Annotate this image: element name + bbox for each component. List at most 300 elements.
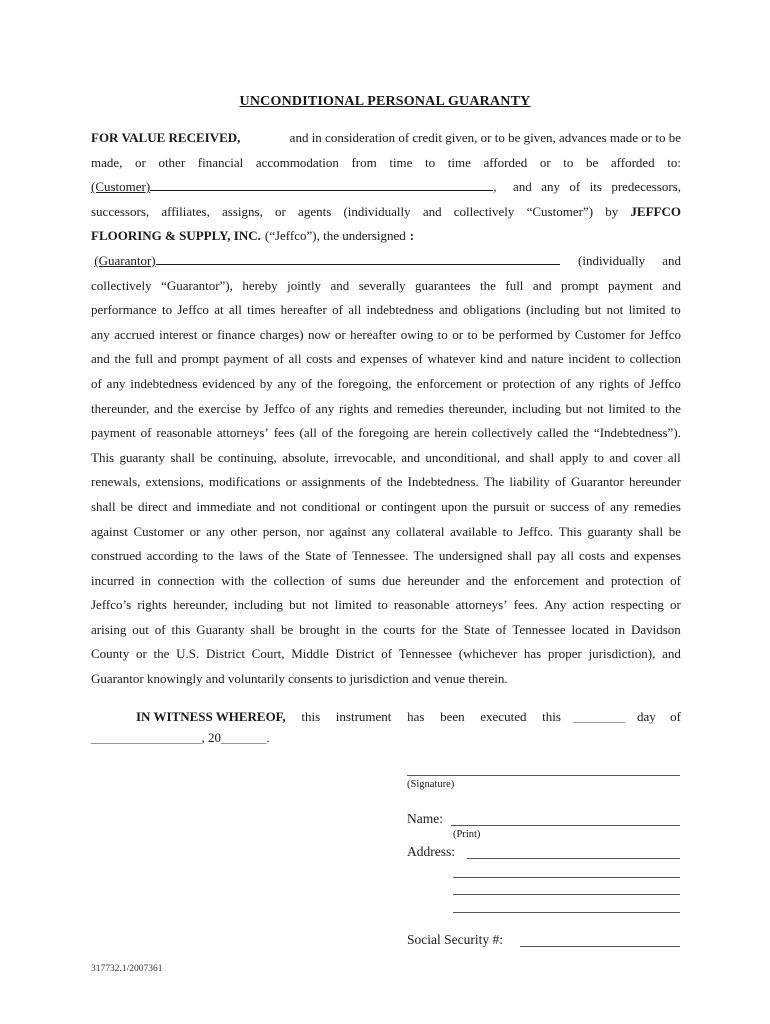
line-2-word: or <box>539 154 551 170</box>
body-word: Jeffco. <box>518 523 554 539</box>
day-of <box>637 706 681 727</box>
body-word: Jeffco <box>177 302 209 318</box>
body-word: of <box>370 474 382 490</box>
body-word: proper <box>547 646 582 662</box>
body-word: fees. <box>513 597 538 613</box>
body-word: full <box>505 277 524 293</box>
body-word: guarantees <box>415 277 471 293</box>
line-2-word: time <box>389 154 413 170</box>
body-word: be <box>120 498 133 514</box>
address-label: Address: <box>407 844 455 859</box>
colon: : <box>409 228 415 244</box>
body-word: (whichever <box>458 646 518 662</box>
body-word: or <box>669 597 681 613</box>
body-word: of <box>268 548 279 564</box>
body-word: action <box>572 597 605 613</box>
body-word: protection <box>502 375 556 391</box>
address-line-1[interactable] <box>467 858 680 859</box>
body-word: and <box>532 277 552 293</box>
body-word: accrued <box>114 326 155 342</box>
body-word: of <box>140 425 152 441</box>
body-word: for <box>420 621 437 637</box>
paragraph-body-line <box>91 593 681 618</box>
body-word: shall <box>170 449 195 465</box>
line-4-word: successors, <box>91 203 150 219</box>
body-word: any <box>575 375 595 391</box>
body-word: protection <box>610 572 664 588</box>
body-word: Middle <box>291 646 329 662</box>
company-name: FLOORING & SUPPLY, INC. <box>91 228 261 244</box>
body-word: Court, <box>251 646 285 662</box>
body-word: courts <box>383 621 416 637</box>
body-word: with <box>221 572 245 588</box>
body-word: the <box>396 375 413 391</box>
body-word: foregoing <box>358 425 409 441</box>
body-word: out <box>132 621 149 637</box>
body-word: in <box>345 621 356 637</box>
body-word: called <box>537 425 569 441</box>
body-word: by <box>245 400 259 416</box>
jeffco-definition: (“Jeffco”), the undersigned <box>264 228 406 244</box>
body-word: incident <box>568 351 611 367</box>
line-2-word: financial <box>197 154 244 170</box>
line-2-word: or <box>135 154 146 170</box>
body-word: of <box>331 572 343 588</box>
body-word: pursuit <box>493 498 530 514</box>
body-word: of <box>332 302 343 318</box>
body-word: Jeffco’s <box>91 597 132 613</box>
document-title: UNCONDITIONAL PERSONAL GUARANTY <box>239 94 531 109</box>
body-word: County <box>91 646 130 662</box>
document-footer-id: 317732.1/2007361 <box>91 964 163 974</box>
body-word: expenses <box>360 351 408 367</box>
body-word: shall <box>250 621 276 637</box>
body-word: of <box>633 375 645 391</box>
body-word: the <box>361 621 378 637</box>
witness-word: been <box>440 709 465 724</box>
body-word: attorneys’ <box>216 425 269 441</box>
body-word: but <box>565 400 583 416</box>
body-word: Guaranty <box>196 621 245 637</box>
line-3-word: its <box>589 179 602 195</box>
body-word: (including <box>526 302 580 318</box>
body-word: laws <box>239 548 263 564</box>
body-word: limited <box>334 597 372 613</box>
body-word: including <box>233 597 284 613</box>
body-word: to <box>670 302 681 318</box>
body-word: located <box>571 621 610 637</box>
body-word: the <box>480 277 496 293</box>
body-word: and <box>373 400 393 416</box>
body-word: of <box>381 646 393 662</box>
line-6-word: (individually <box>578 252 646 268</box>
body-word: contingent <box>381 498 437 514</box>
guaranty-paragraph <box>91 126 681 692</box>
paragraph-body-line <box>91 618 681 643</box>
body-word: or <box>486 375 498 391</box>
line-2-word: accommodation <box>255 154 339 170</box>
body-word: the <box>283 548 300 564</box>
body-word: of <box>495 621 507 637</box>
body-word: hereby <box>242 277 278 293</box>
line-6-word: and <box>662 252 681 268</box>
witness-word: this <box>542 709 561 724</box>
body-word: interest <box>159 326 198 342</box>
body-word: be <box>668 523 681 539</box>
witness-word: executed <box>480 709 527 724</box>
period: . <box>266 730 270 745</box>
body-word: the <box>573 425 590 441</box>
body-word: collection <box>629 351 681 367</box>
body-word: enforcement <box>513 572 579 588</box>
in-witness-whereof: IN WITNESS WHEREOF, <box>136 709 286 724</box>
line-4-word: “Customer”) <box>526 203 594 219</box>
customer-blank <box>150 175 493 191</box>
body-word: State <box>463 621 490 637</box>
body-word: and <box>336 351 356 367</box>
body-word: cover <box>633 449 663 465</box>
body-word: any <box>371 523 391 539</box>
day-blank[interactable]: ________ <box>573 709 625 724</box>
line-4-word: (individually <box>343 203 411 219</box>
line-2-word: from <box>351 154 377 170</box>
body-word: any <box>106 375 126 391</box>
paragraph-body-line <box>91 470 681 495</box>
body-word: The <box>483 474 505 490</box>
witness-word: this <box>301 709 321 724</box>
body-word: assignments <box>301 474 366 490</box>
body-word: the <box>386 474 403 490</box>
body-word: Tennessee <box>512 621 566 637</box>
line-4-word: assigns, <box>222 203 263 219</box>
year-blank[interactable]: _______ <box>221 730 267 745</box>
body-word: nor <box>306 523 324 539</box>
paragraph-body-line <box>91 397 681 422</box>
body-word: available <box>450 523 497 539</box>
body-word: (all <box>299 425 317 441</box>
body-word: charges) <box>259 326 304 342</box>
body-word: are <box>413 425 430 441</box>
body-word: the <box>664 400 681 416</box>
body-word: payment <box>91 425 136 441</box>
body-word: be <box>280 621 294 637</box>
body-word: of <box>272 351 284 367</box>
body-word: and <box>505 449 525 465</box>
line-6-rest <box>578 249 681 274</box>
body-word: including <box>511 400 561 416</box>
body-word: collectively <box>91 277 152 293</box>
body-word: Tennessee <box>398 646 452 662</box>
body-word: This <box>91 449 115 465</box>
body-word: to <box>614 351 625 367</box>
body-word: exercise <box>198 400 241 416</box>
body-word: performed <box>498 326 553 342</box>
body-word: of <box>555 474 566 490</box>
body-word: evidenced <box>202 375 255 391</box>
witness-line-1 <box>91 706 681 727</box>
body-word: or <box>365 498 377 514</box>
body-word: and <box>438 302 458 318</box>
body-word: now <box>308 326 331 342</box>
body-word: brought <box>299 621 340 637</box>
print-label: (Print) <box>453 829 481 840</box>
body-word: Jeffco <box>263 400 296 416</box>
body-word: to <box>161 302 173 318</box>
body-word: or <box>334 326 346 342</box>
body-word: indebtedness <box>366 302 434 318</box>
body-word: sums <box>348 572 376 588</box>
body-word: This <box>558 523 582 539</box>
line-4-word: affiliates, <box>161 203 210 219</box>
body-word: any <box>315 400 335 416</box>
body-word: Davidson <box>630 621 681 637</box>
body-word: any <box>610 498 629 514</box>
line-3-rest <box>513 175 681 200</box>
body-word: the <box>153 646 170 662</box>
body-word: State <box>304 548 331 564</box>
line-4-word: by <box>605 203 619 219</box>
body-word: Indebtedness. <box>407 474 479 490</box>
body-word: limited <box>608 400 646 416</box>
body-word: and <box>91 351 110 367</box>
body-word: or <box>136 646 147 662</box>
body-word: unconditional, <box>425 449 501 465</box>
paragraph-body-line <box>91 642 681 667</box>
line-3-word: predecessors, <box>611 179 681 195</box>
body-word: all <box>560 548 574 564</box>
body-word: liability <box>509 474 550 490</box>
ssn-label: Social Security #: <box>407 932 503 947</box>
paragraph-body-lines <box>91 274 681 668</box>
body-word: the <box>337 425 354 441</box>
body-word: all <box>348 302 362 318</box>
body-word: shall <box>529 449 555 465</box>
body-word: collectively <box>471 425 533 441</box>
body-word: payment <box>608 277 653 293</box>
body-word: herein <box>434 425 467 441</box>
body-word: shall <box>507 548 532 564</box>
paragraph-line-3 <box>91 175 681 200</box>
body-word: but <box>289 597 306 613</box>
body-word: indebtedness <box>130 375 198 391</box>
body-word: continuing, <box>217 449 277 465</box>
body-word: the <box>218 548 235 564</box>
body-word: the <box>316 375 333 391</box>
body-word: Jeffco <box>649 326 681 342</box>
body-word: U.S. <box>176 646 200 662</box>
line-3-word: any <box>541 179 560 195</box>
last-line-text: Guarantor knowingly and voluntarily consents to jurisdiction and venue therein. <box>91 671 508 687</box>
body-word: not <box>606 302 624 318</box>
body-word: against <box>329 523 367 539</box>
body-word: “Indebtedness”). <box>593 425 681 441</box>
body-word: limited <box>628 302 666 318</box>
body-word: prompt <box>561 277 599 293</box>
line-2-word: made, <box>91 154 123 170</box>
line-4-word: or <box>275 203 286 219</box>
paragraph-body-line <box>91 274 681 299</box>
line-2-word: other <box>158 154 186 170</box>
body-word: and <box>157 351 177 367</box>
body-word: collection <box>273 572 325 588</box>
line-1-text: and in consideration of credit given, or to be given, advances made or to be <box>289 130 681 145</box>
address-line-3[interactable] <box>453 894 680 895</box>
guarantor-field[interactable] <box>91 249 560 274</box>
paragraph-line-5 <box>91 224 681 249</box>
body-word: all <box>667 449 681 465</box>
body-word: and <box>330 277 350 293</box>
body-word: whatever <box>427 351 476 367</box>
signature-line[interactable] <box>407 775 680 776</box>
body-word: due <box>382 572 401 588</box>
witness-word: instrument <box>335 709 392 724</box>
body-word: attorneys’ <box>455 597 508 613</box>
body-word: construed <box>91 548 142 564</box>
paragraph-body-line <box>91 569 681 594</box>
body-word: but <box>584 302 602 318</box>
body-word: shall <box>638 523 664 539</box>
body-word: of <box>559 375 571 391</box>
paragraph-line-6 <box>91 249 681 274</box>
witness-word: has <box>407 709 425 724</box>
body-word: full <box>135 351 154 367</box>
body-word: in <box>614 621 626 637</box>
body-word: the <box>441 621 458 637</box>
body-word: rights <box>137 597 167 613</box>
address-line-4[interactable] <box>453 912 680 913</box>
body-word: be <box>482 326 495 342</box>
body-word: or <box>201 326 213 342</box>
body-word: enforcement <box>416 375 482 391</box>
name-line[interactable] <box>451 825 680 826</box>
body-word: to <box>502 523 513 539</box>
body-word: District <box>205 646 245 662</box>
address-line-2[interactable] <box>453 877 680 878</box>
body-word: the <box>472 498 489 514</box>
body-word: to <box>593 449 604 465</box>
body-word: obligations <box>462 302 521 318</box>
body-word: of <box>670 572 681 588</box>
body-word: hereafter <box>350 326 397 342</box>
name-label: Name: <box>407 811 443 826</box>
ssn-line[interactable] <box>520 946 680 947</box>
body-word: to <box>467 326 478 342</box>
jeffco-bold: JEFFCO <box>630 203 681 219</box>
body-word: at <box>214 302 224 318</box>
body-word: remedies <box>396 400 444 416</box>
body-word: and <box>172 498 192 514</box>
body-word: connection <box>157 572 215 588</box>
body-word: of <box>411 351 423 367</box>
body-word: in <box>140 572 152 588</box>
body-word: rights <box>599 375 629 391</box>
body-word: arising <box>91 621 127 637</box>
body-word: pay <box>537 548 556 564</box>
body-word: not <box>587 400 604 416</box>
paragraph-line-1 <box>91 126 681 151</box>
body-word: reasonable <box>393 597 450 613</box>
body-word: upon <box>441 498 468 514</box>
body-word: and <box>610 548 629 564</box>
month-blank[interactable]: _________________ <box>91 730 202 745</box>
paragraph-body-line <box>91 520 681 545</box>
line-4-word: collectively <box>453 203 515 219</box>
paragraph-body-line <box>91 544 681 569</box>
body-word: of <box>336 548 347 564</box>
body-word: owing <box>400 326 434 342</box>
body-word: “Guarantor”), <box>161 277 233 293</box>
body-word: and <box>154 400 173 416</box>
line-2-word: afforded <box>483 154 528 170</box>
body-word: of <box>299 400 311 416</box>
body-word: all <box>288 351 302 367</box>
body-word: hereunder <box>629 474 681 490</box>
line-2-word: time <box>447 154 471 170</box>
witness-clause <box>91 706 681 748</box>
signature-label: (Signature) <box>407 779 455 790</box>
body-word: renewals, <box>91 474 141 490</box>
body-word: be <box>200 449 213 465</box>
body-word: the <box>250 572 267 588</box>
body-word: not <box>311 597 329 613</box>
body-word: costs <box>579 548 606 564</box>
body-word: thereunder, <box>91 400 150 416</box>
body-word: or <box>534 498 546 514</box>
body-word: or <box>189 523 201 539</box>
witness-text <box>91 706 561 727</box>
line-4-word: and <box>422 203 442 219</box>
body-word: person, <box>262 523 301 539</box>
body-word: extensions, <box>145 474 204 490</box>
customer-placeholder: (Customer) <box>91 179 151 195</box>
body-word: and <box>662 277 681 293</box>
body-word: direct <box>137 498 168 514</box>
body-word: times <box>247 302 276 318</box>
body-word: the <box>177 400 194 416</box>
body-word: to <box>202 548 214 564</box>
paragraph-line-2 <box>91 151 681 176</box>
body-word: has <box>523 646 542 662</box>
customer-field[interactable]: (Customer) , <box>91 175 496 200</box>
body-word: finance <box>217 326 256 342</box>
body-word: according <box>146 548 198 564</box>
day-of-word: day <box>637 709 656 724</box>
body-word: of <box>154 621 166 637</box>
body-word: to <box>377 597 388 613</box>
body-word: and <box>609 449 629 465</box>
body-word: hereunder, <box>173 597 228 613</box>
body-word: hereafter <box>280 302 327 318</box>
line-2-word: afforded <box>610 154 655 170</box>
body-word: jointly <box>287 277 322 293</box>
body-word: of <box>594 498 606 514</box>
guarantor-placeholder: (Guarantor) <box>94 252 156 268</box>
paragraph-body-line <box>91 347 681 372</box>
body-word: District <box>335 646 375 662</box>
line-3-word: and <box>513 179 532 195</box>
body-word: for <box>629 326 645 342</box>
body-word: expenses <box>633 548 681 564</box>
body-word: foregoing, <box>337 375 392 391</box>
body-word: this <box>171 621 191 637</box>
body-word: thereunder, <box>448 400 507 416</box>
body-word: guaranty <box>587 523 633 539</box>
body-word: not <box>280 498 297 514</box>
body-word: or <box>452 326 464 342</box>
body-word: and <box>507 351 527 367</box>
body-word: incurred <box>91 572 135 588</box>
body-word: hereunder <box>407 572 460 588</box>
